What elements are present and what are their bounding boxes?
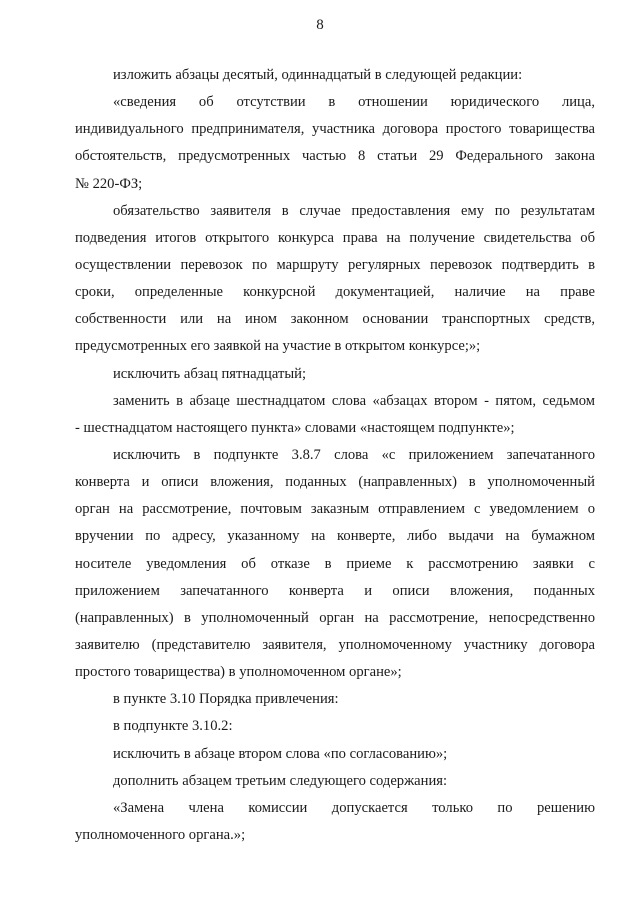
text-line: сроки, определенные конкурсной документацией, наличие на праве [75,284,595,301]
text-line: предусмотренных его заявкой на участие в открытом конкурсе;»; [75,338,481,355]
text-line: «Замена члена комиссии допускается только по решению [113,799,595,816]
text-line: конверта и описи вложения, поданных (направленных) в уполномоченный [75,474,595,491]
text-line: собственности или на ином законном основании транспортных средств, [75,311,595,328]
text-line: - шестнадцатом настоящего пункта» словами «настоящем подпункте»; [75,419,515,436]
text-line: простого товарищества) в уполномоченном органе»; [75,664,402,681]
text-line: подведения итогов открытого конкурса права на получение свидетельства об [75,229,595,246]
text-line: вручении по адресу, указанному на конверте, либо выдачи на бумажном [75,528,595,545]
text-line: приложением запечатанного конверта и описи вложения, поданных [75,582,595,599]
text-line: исключить абзац пятнадцатый; [113,365,307,382]
page-number: 8 [316,17,324,33]
text-line: исключить в абзаце втором слова «по согласованию»; [113,745,448,762]
text-line: (направленных) в уполномоченный орган на рассмотрение, непосредственно [75,609,595,626]
text-line: обстоятельств, предусмотренных частью 8 статьи 29 Федерального закона [75,148,595,165]
text-line: носителе уведомления об отказе в приеме к рассмотрению заявки с [75,555,595,572]
text-line: дополнить абзацем третьим следующего содержания: [113,772,448,789]
text-line: № 220-ФЗ; [75,175,143,192]
document-body [75,62,595,849]
text-line: обязательство заявителя в случае предоставления ему по результатам [113,202,595,219]
text-line: заявителю (представителю заявителя, уполномоченному участнику договора [75,636,595,653]
text-line: «сведения об отсутствии в отношении юридического лица, [113,94,595,111]
text-line: в подпункте 3.10.2: [113,718,233,735]
text-line: изложить абзацы десятый, одиннадцатый в следующей редакции: [113,67,523,83]
text-line: осуществлении перевозок по маршруту регулярных перевозок подтвердить в [75,256,595,273]
text-line: заменить в абзаце шестнадцатом слова «абзацах втором - пятом, седьмом [113,392,595,409]
text-line: уполномоченного органа.»; [75,826,246,843]
text-line: индивидуального предпринимателя, участника договора простого товарищества [75,121,595,138]
text-line: в пункте 3.10 Порядка привлечения: [113,691,339,708]
text-line: исключить в подпункте 3.8.7 слова «с приложением запечатанного [113,446,595,463]
text-line: орган на рассмотрение, почтовым заказным отправлением с уведомлением о [75,501,595,518]
